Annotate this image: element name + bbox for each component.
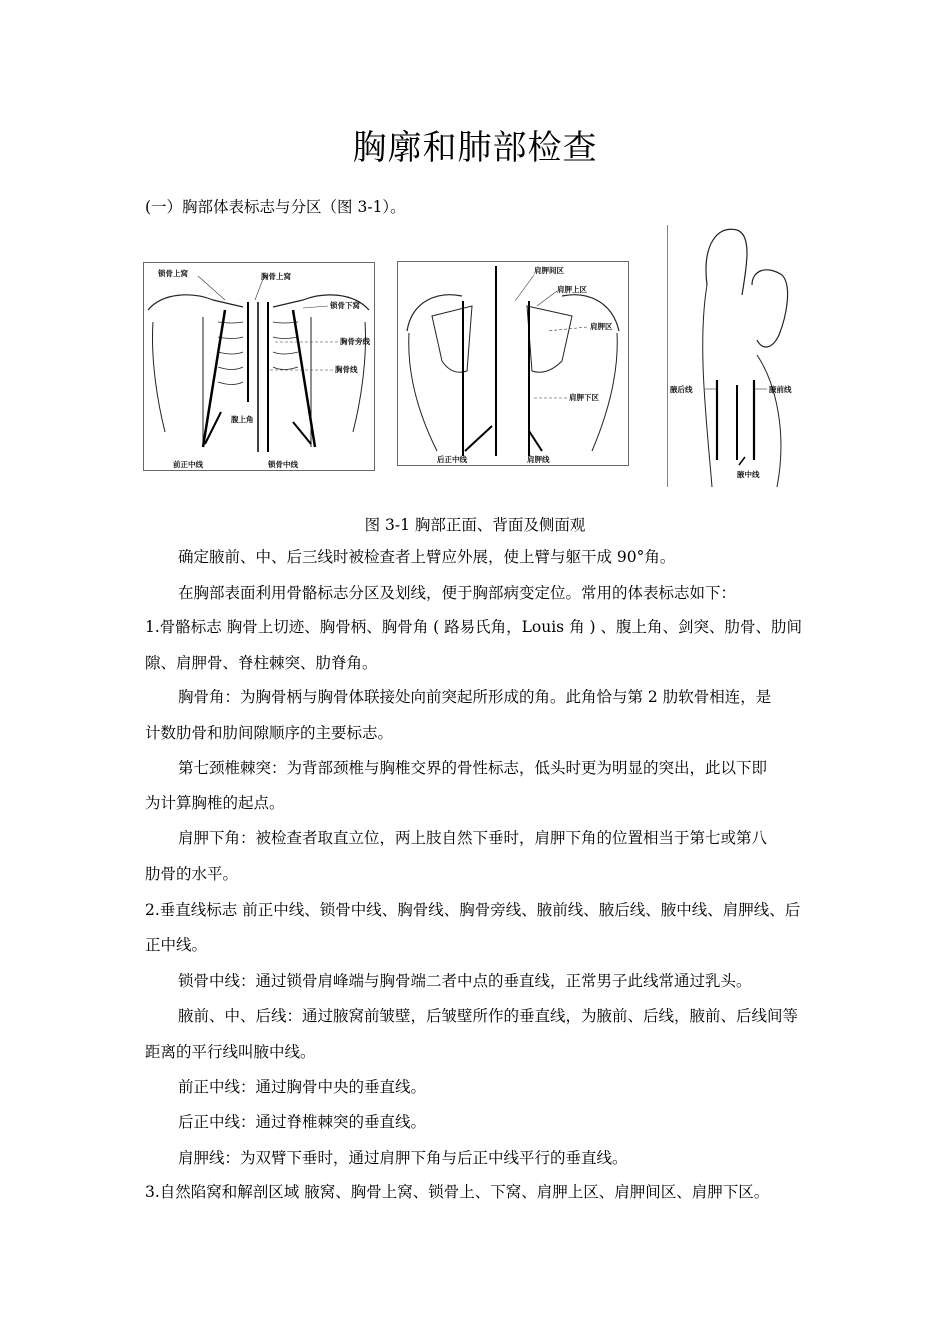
paragraph: 2.垂直线标志 前正中线、锁骨中线、胸骨线、胸骨旁线、腋前线、腋后线、腋中线、肩胛线、后 [145, 901, 801, 919]
front-label-parasternal-line: 胸骨旁线 [340, 337, 370, 346]
paragraph: 确定腋前、中、后三线时被检查者上臂应外展，使上臂与躯干成 90°角。 [178, 548, 676, 566]
paragraph: 前正中线：通过胸骨中央的垂直线。 [178, 1078, 427, 1096]
paragraph: 1.骨骼标志 胸骨上切迹、胸骨柄、胸骨角 ( 路易氏角，Louis 角 ) 、腹上角、剑突、肋骨、肋间 [145, 618, 802, 636]
back-label-scapular: 肩胛区 [590, 322, 613, 331]
front-label-supraclavicular: 锁骨上窝 [158, 269, 188, 278]
side-label-mid-axillary: 腋中线 [737, 470, 760, 479]
front-label-anterior-midline: 前正中线 [173, 460, 203, 469]
section-heading: (一）胸部体表标志与分区（图 3-1）。 [145, 198, 406, 216]
paragraph: 3.自然陷窝和解剖区域 腋窝、胸骨上窝、锁骨上、下窝、肩胛上区、肩胛间区、肩胛下区。 [145, 1183, 770, 1201]
paragraph: 胸骨角：为胸骨柄与胸骨体联接处向前突起所形成的角。此角恰与第 2 肋软骨相连，是 [178, 688, 772, 706]
back-label-interscapular: 肩胛间区 [534, 266, 564, 275]
figure-caption: 图 3-1 胸部正面、背面及侧面观 [364, 516, 586, 534]
paragraph: 计数肋骨和肋间隙顺序的主要标志。 [145, 724, 394, 742]
front-label-infraclavicular: 锁骨下窝 [330, 301, 360, 310]
paragraph: 肩胛线：为双臂下垂时，通过肩胛下角与后正中线平行的垂直线。 [178, 1149, 628, 1167]
figure-side-view [667, 225, 817, 490]
paragraph: 正中线。 [145, 936, 208, 954]
front-label-midclavicular-line: 锁骨中线 [268, 460, 298, 469]
front-label-epigastric-angle: 腹上角 [231, 415, 254, 424]
figure-back-view [397, 261, 629, 467]
paragraph: 肋骨的水平。 [145, 865, 239, 883]
page-title: 胸廓和肺部检查 [352, 128, 598, 168]
paragraph: 为计算胸椎的起点。 [145, 794, 285, 812]
back-label-infrascapular: 肩胛下区 [569, 393, 599, 402]
paragraph: 锁骨中线：通过锁骨肩峰端与胸骨端二者中点的垂直线，正常男子此线常通过乳头。 [178, 972, 752, 990]
side-label-posterior-axillary: 腋后线 [670, 385, 693, 394]
paragraph: 后正中线：通过脊椎棘突的垂直线。 [178, 1113, 427, 1131]
front-label-sternal-line: 胸骨线 [335, 365, 358, 374]
paragraph: 距离的平行线叫腋中线。 [145, 1043, 316, 1061]
paragraph: 肩胛下角：被检查者取直立位，两上肢自然下垂时，肩胛下角的位置相当于第七或第八 [178, 829, 768, 847]
back-label-posterior-midline: 后正中线 [437, 455, 467, 464]
paragraph: 隙、肩胛骨、脊柱棘突、肋脊角。 [145, 654, 378, 672]
figure-front-view [143, 262, 375, 472]
paragraph: 在胸部表面利用骨骼标志分区及划线，便于胸部病变定位。常用的体表标志如下： [178, 584, 737, 602]
paragraph: 第七颈椎棘突：为背部颈椎与胸椎交界的骨性标志，低头时更为明显的突出，此以下即 [178, 759, 768, 777]
back-label-suprascapular: 肩胛上区 [557, 285, 587, 294]
side-label-anterior-axillary: 腋前线 [769, 385, 792, 394]
back-label-scapular-line: 肩胛线 [527, 455, 550, 464]
paragraph: 腋前、中、后线：通过腋窝前皱壁，后皱壁所作的垂直线，为腋前、后线，腋前、后线间等 [178, 1007, 799, 1025]
front-label-suprasternal: 胸骨上窝 [261, 272, 291, 281]
